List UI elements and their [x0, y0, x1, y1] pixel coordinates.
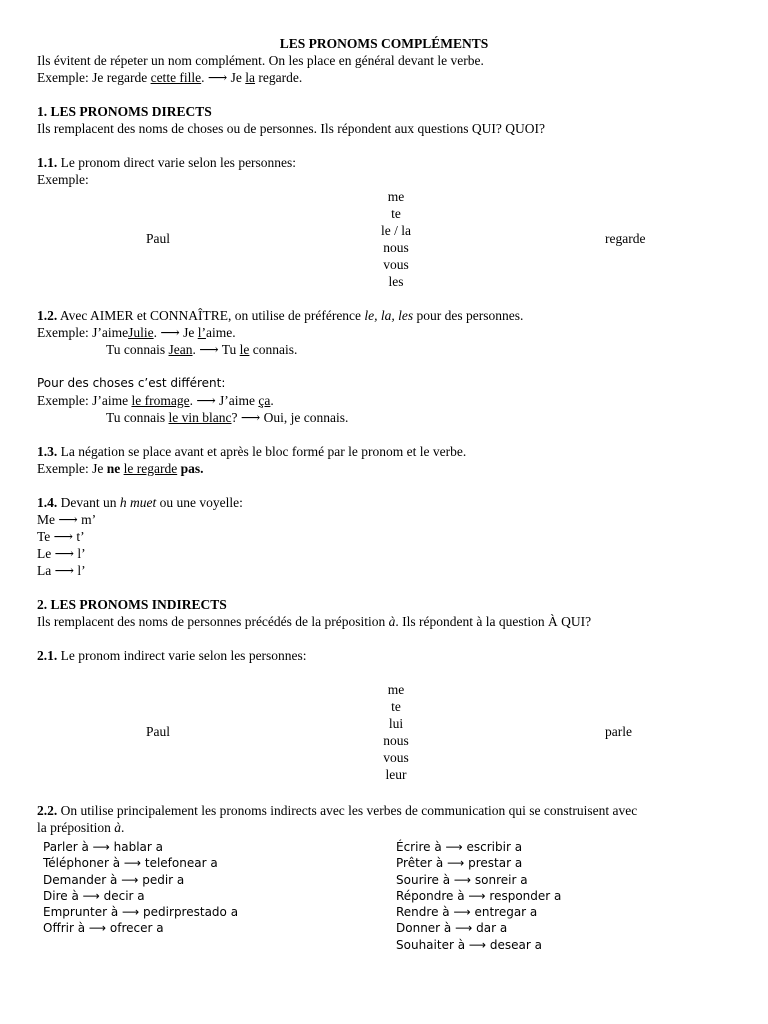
verb-item: Offrir à ⟶ ofrecer a [43, 921, 164, 936]
verb-item: Rendre à ⟶ entregar a [396, 905, 538, 920]
example-text: ? ⟶ Oui, je connais. [231, 410, 349, 425]
section-1-4-text [37, 494, 737, 511]
verb-item: Prêter à ⟶ prestar a [396, 856, 523, 871]
elision-item: Le ⟶ l’ [37, 546, 86, 561]
example-noun: le fromage [131, 393, 190, 408]
section-number: 2.2. [37, 803, 58, 818]
verb-item: Sourire à ⟶ sonreir a [396, 872, 528, 887]
section-number: 2.1. [37, 648, 58, 663]
section-text-italic: le, la, les [364, 308, 414, 323]
intro-example-pronoun: la [245, 70, 256, 85]
example-text: . ⟶ Je [153, 325, 198, 340]
choses-note: Pour des choses c’est différent: [37, 376, 226, 390]
section-1-1-example-label: Exemple: [37, 172, 89, 187]
section-text: Avec AIMER et CONNAÎTRE, on utilise de préférence [57, 308, 365, 323]
verbs-right-column [396, 839, 561, 953]
verb-item: Téléphoner à ⟶ telefonear a [43, 856, 218, 871]
section-text: Ils remplacent des noms de personnes précédés de la préposition [37, 614, 389, 629]
section-text: . Ils répondent à la question À QUI? [395, 614, 592, 629]
intro-example-mid: . ⟶ Je [201, 70, 246, 85]
example-fromage [37, 392, 737, 409]
example-pronoun: ça [258, 393, 271, 408]
verb-item: Parler à ⟶ hablar a [43, 840, 163, 854]
indirect-pronoun: leur [385, 767, 407, 782]
example-text: Tu connais [106, 410, 169, 425]
verb-item: Donner à ⟶ dar a [396, 921, 508, 936]
section-1-1-text [37, 154, 737, 171]
verbs-left-column [43, 839, 238, 937]
example-text: . ⟶ J’aime [189, 393, 259, 408]
indirect-table-verb: parle [605, 724, 632, 739]
direct-pronoun: te [391, 206, 401, 221]
example-text: . ⟶ Tu [192, 342, 240, 357]
section-text: pour des personnes. [413, 308, 524, 323]
example-text: Tu connais [106, 342, 169, 357]
section-text-italic: à [388, 614, 396, 629]
verb-item: Répondre à ⟶ responder a [396, 888, 562, 903]
direct-table-subject: Paul [146, 231, 171, 246]
intro-example-noun: cette fille [150, 70, 202, 85]
example-text: Exemple: J’aime [37, 393, 132, 408]
document-page [37, 35, 737, 958]
elision-item: Me ⟶ m’ [37, 512, 97, 527]
example-negation [37, 460, 737, 477]
direct-pronoun: nous [383, 240, 409, 255]
indirect-table-subject: Paul [146, 724, 171, 739]
section-text: ou une voyelle: [156, 495, 243, 510]
section-1-heading: 1. LES PRONOMS DIRECTS [37, 104, 212, 119]
indirect-pronoun: vous [383, 750, 409, 765]
section-1-desc: Ils remplacent des noms de choses ou de personnes. Ils répondent aux questions QUI? QUOI? [37, 121, 545, 136]
section-2-desc [37, 613, 737, 630]
section-text: La négation se place avant et après le bloc formé par le pronom et le verbe. [57, 444, 467, 459]
example-text: Exemple: J’aime [37, 325, 129, 340]
negation-pas: pas. [180, 461, 204, 476]
indirect-pronoun: me [387, 682, 405, 697]
example-connaitre [37, 341, 737, 358]
direct-pronoun-list [349, 188, 443, 290]
section-text: Devant un [57, 495, 120, 510]
communication-verbs [37, 839, 737, 958]
example-noun: Jean [168, 342, 193, 357]
direct-pronoun-table [37, 188, 737, 290]
section-1-2-text [37, 307, 737, 324]
section-number: 1.3. [37, 444, 58, 459]
indirect-pronoun-table [37, 681, 737, 785]
direct-pronoun: vous [383, 257, 409, 272]
example-pronoun: le [239, 342, 250, 357]
section-text: Le pronom direct varie selon les personnes: [57, 155, 297, 170]
verb-item: Écrire à ⟶ escribir a [396, 840, 523, 854]
direct-pronoun: me [387, 189, 405, 204]
intro-example [37, 69, 737, 86]
intro-line: Ils évitent de répeter un nom complément. On les place en général devant le verbe. [37, 53, 484, 68]
example-text: Exemple: Je [37, 461, 107, 476]
section-2-1-text [37, 647, 737, 664]
verb-item: Demander à ⟶ pedir a [43, 872, 185, 887]
section-1-3-text [37, 443, 737, 460]
indirect-pronoun: te [391, 699, 401, 714]
example-text: connais. [249, 342, 298, 357]
section-2-2-text-cont [37, 819, 737, 836]
elision-item: Te ⟶ t’ [37, 529, 85, 544]
elision-item: La ⟶ l’ [37, 563, 86, 578]
example-text: aime. [205, 325, 236, 340]
example-aimer [37, 324, 737, 341]
example-block: le regarde [123, 461, 178, 476]
section-number: 1.1. [37, 155, 58, 170]
example-text: . [270, 393, 274, 408]
direct-pronoun: le / la [381, 223, 411, 238]
section-text-italic: h muet [119, 495, 157, 510]
verb-item: Dire à ⟶ decir a [43, 888, 145, 903]
section-text: Le pronom indirect varie selon les personnes: [57, 648, 307, 663]
intro-example-suffix: regarde. [255, 70, 303, 85]
section-text-italic: à [114, 820, 121, 835]
section-text: . [121, 820, 125, 835]
section-text: On utilise principalement les pronoms indirects avec les verbes de communication qui se construisent avec [57, 803, 638, 818]
verb-item: Souhaiter à ⟶ desear a [396, 937, 542, 952]
example-vin [37, 409, 737, 426]
indirect-pronoun-list [349, 681, 443, 783]
section-number: 1.2. [37, 308, 58, 323]
example-noun: le vin blanc [168, 410, 232, 425]
example-pronoun: l’ [197, 325, 206, 340]
section-text: la préposition [37, 820, 115, 835]
direct-pronoun: les [388, 274, 404, 289]
section-number: 1.4. [37, 495, 58, 510]
indirect-pronoun: nous [383, 733, 409, 748]
example-noun: Julie [128, 325, 154, 340]
document-title: LES PRONOMS COMPLÉMENTS [279, 36, 489, 51]
indirect-pronoun: lui [388, 716, 404, 731]
direct-table-verb: regarde [605, 231, 646, 246]
section-2-2-text [37, 802, 737, 819]
verb-item: Emprunter à ⟶ pedirprestado a [43, 905, 239, 920]
intro-example-prefix: Exemple: Je regarde [37, 70, 151, 85]
negation-ne: ne [106, 461, 121, 476]
section-2-heading: 2. LES PRONOMS INDIRECTS [37, 597, 227, 612]
